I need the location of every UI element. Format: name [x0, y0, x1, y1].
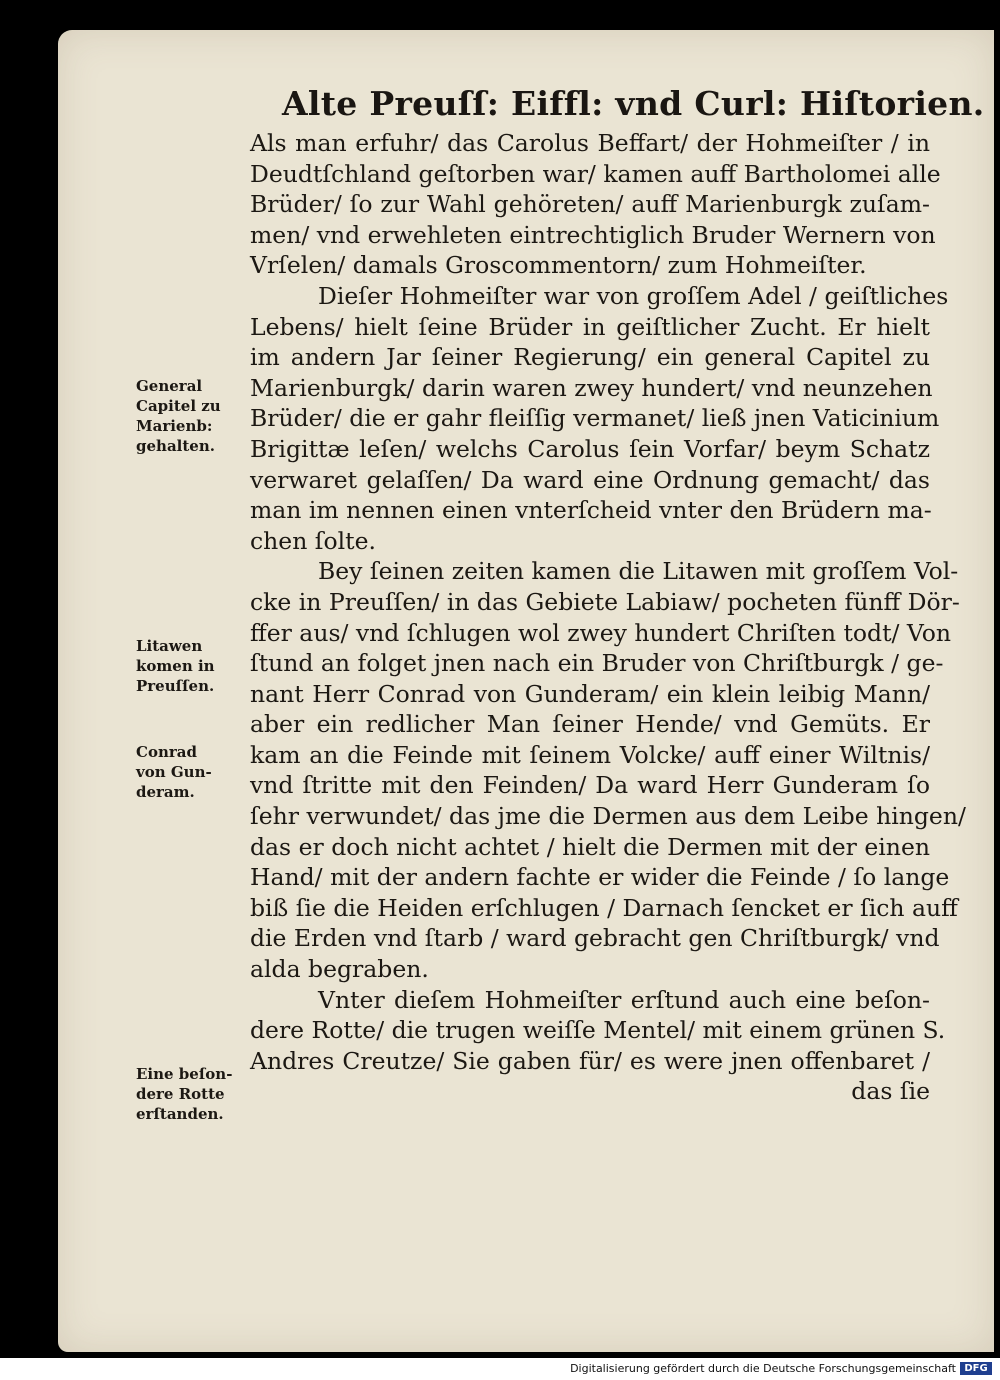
text-line: nant Herr Conrad von Gunderam/ ein klein leibig Mann/	[250, 679, 930, 708]
text-line: man im nennen einen vnterſcheid vnter den Brüdern ma-	[250, 496, 932, 525]
marginal-note-line: von Gun-	[136, 763, 212, 781]
marginal-note-line: erſtanden.	[136, 1105, 224, 1123]
marginal-note-line: Eine beſon-	[136, 1065, 233, 1083]
footer-credit: Digitalisierung gefördert durch die Deutsche Forschungsgemeinschaft	[570, 1362, 956, 1375]
text-line: ffer aus/ vnd ſchlugen wol zwey hundert Chriſten todt/ Von	[250, 618, 952, 647]
running-header: Alte Preuſſ: Eiffl: vnd Curl: Hiſtorien.	[282, 84, 985, 123]
text-line: Vnter dieſem Hohmeiſter erſtund auch eine beſon-	[318, 985, 930, 1014]
text-line: biß ſie die Heiden erſchlugen / Darnach ſencket er ſich auff	[250, 893, 958, 922]
marginal-note-line: komen in	[136, 657, 215, 675]
text-line: das ſie	[851, 1077, 930, 1106]
marginal-note-line: Conrad	[136, 743, 197, 761]
marginal-note	[136, 636, 256, 696]
text-line: Als man erfuhr/ das Carolus Beffart/ der Hohmeiſter / in	[250, 129, 930, 157]
marginal-note-line: Marienb:	[136, 417, 213, 435]
text-line: ſehr verwundet/ das jme die Dermen aus dem Leibe hingen/	[250, 802, 966, 831]
text-line: verwaret gelaſſen/ Da ward eine Ordnung gemacht/ das	[250, 465, 930, 494]
text-line: Hand/ mit der andern fachte er wider die Feinde / ſo lange	[250, 863, 950, 892]
text-line: Dieſer Hohmeiſter war von groſſem Adel / geiſtliches	[318, 281, 949, 310]
main-text	[250, 128, 966, 1107]
text-line: Brigittæ leſen/ welchs Carolus ſein Vorfar/ beym Schatz	[250, 434, 930, 463]
text-line: Lebens/ hielt ſeine Brüder in geiſtlicher Zucht. Er hielt	[250, 312, 930, 341]
marginal-note-line: deram.	[136, 783, 195, 801]
marginal-note	[136, 742, 256, 802]
text-line: das er doch nicht achtet / hielt die Dermen mit der einen	[250, 832, 930, 861]
marginal-note-line: Capitel zu	[136, 397, 221, 415]
text-line: im andern Jar ſeiner Regierung/ ein general Capitel zu	[250, 343, 930, 372]
text-line: alda begraben.	[250, 955, 429, 984]
text-line: cke in Preuſſen/ in das Gebiete Labiaw/ pocheten fünff Dör-	[250, 587, 960, 616]
marginal-note-line: gehalten.	[136, 437, 215, 455]
marginal-note	[136, 1064, 256, 1124]
text-line: Marienburgk/ darin waren zwey hundert/ vnd neunzehen	[250, 373, 933, 402]
text-line: dere Rotte/ die trugen weiſſe Mentel/ mit einem grünen S.	[250, 1016, 946, 1045]
marginal-note-line: General	[136, 377, 203, 395]
text-line: Deudtſchland geſtorben war/ kamen auff Bartholomei alle	[250, 159, 941, 188]
marginal-note-line: Litawen	[136, 637, 203, 655]
marginal-note	[136, 376, 256, 456]
text-line: kam an die Feinde mit ſeinem Volcke/ auff einer Wiltnis/	[250, 740, 930, 769]
text-line: die Erden vnd ſtarb / ward gebracht gen Chriſtburgk/ vnd	[250, 924, 940, 953]
text-line: men/ vnd erwehleten eintrechtiglich Bruder Wernern von	[250, 220, 936, 249]
text-line: Andres Creutze/ Sie gaben für/ es were jnen offenbaret /	[250, 1046, 930, 1075]
text-line: aber ein redlicher Man ſeiner Hende/ vnd Gemüts. Er	[250, 710, 930, 739]
marginal-note-line: Preuſſen.	[136, 677, 215, 695]
text-line: vnd ſtritte mit den Feinden/ Da ward Herr Gunderam ſo	[250, 771, 930, 800]
marginal-note-line: dere Rotte	[136, 1085, 225, 1103]
text-line: Brüder/ ſo zur Wahl gehöreten/ auff Marienburgk zuſam-	[250, 190, 930, 219]
dfg-logo: DFG	[960, 1362, 992, 1375]
text-line: Bey ſeinen zeiten kamen die Litawen mit groſſem Vol-	[318, 557, 959, 586]
text-line: ſtund an folget jnen nach ein Bruder von Chriſtburgk / ge-	[250, 649, 944, 678]
text-line: Brüder/ die er gahr fleiſſig vermanet/ ließ jnen Vaticinium	[250, 404, 940, 433]
text-line: Vrſelen/ damals Groscommentorn/ zum Hohmeiſter.	[250, 251, 867, 280]
text-line: chen ſolte.	[250, 526, 376, 555]
footer-bar	[0, 1358, 1000, 1380]
